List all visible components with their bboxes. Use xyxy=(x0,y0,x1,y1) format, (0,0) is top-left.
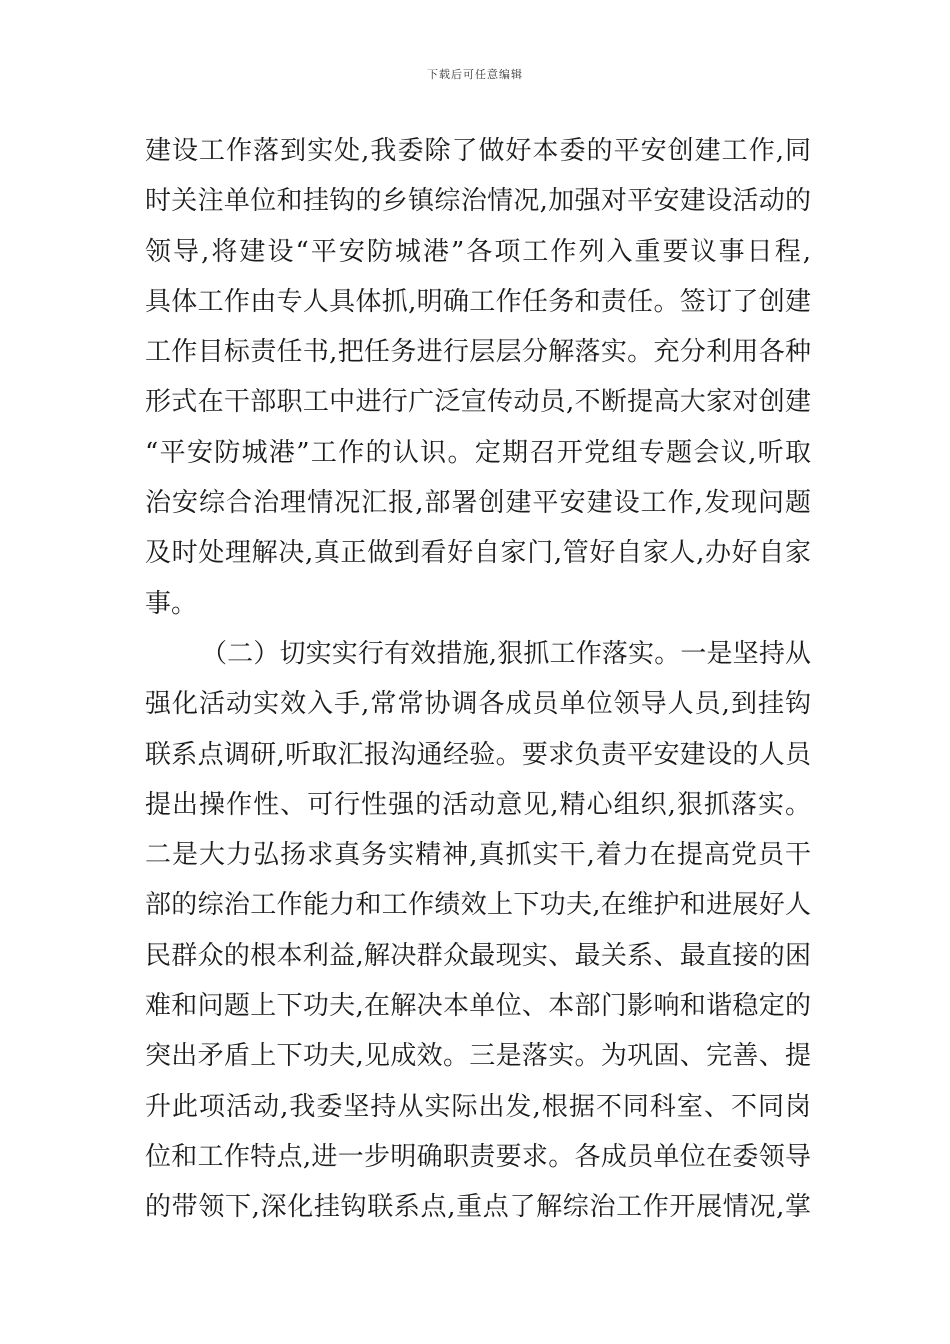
text-line: 具体工作由专人具体抓,明确工作任务和责任。签订了创建 xyxy=(145,286,811,317)
text-line: 事。 xyxy=(145,588,198,619)
text-line: 民群众的根本利益,解决群众最现实、最关系、最直接的困 xyxy=(145,940,811,971)
text-line: 治安综合治理情况汇报,部署创建平安建设工作,发现问题 xyxy=(145,488,811,519)
text-line: 建设工作落到实处,我委除了做好本委的平安创建工作,同 xyxy=(145,136,811,166)
text-line: 形式在干部职工中进行广泛宣传动员,不断提高大家对创建 xyxy=(145,387,811,418)
text-line: 二是大力弘扬求真务实精神,真抓实干,着力在提高党员干 xyxy=(145,840,811,871)
text-line: 强化活动实效入手,常常协调各成员单位领导人员,到挂钩 xyxy=(145,689,811,720)
text-line: 位和工作特点,进一步明确职责要求。各成员单位在委领导 xyxy=(145,1141,811,1172)
text-line: 及时处理解决,真正做到看好自家门,管好自家人,办好自家 xyxy=(145,538,811,569)
page-header: 下载后可任意编辑 xyxy=(427,68,523,81)
document-body xyxy=(145,126,811,1233)
text-line: （二）切实实行有效措施,狠抓工作落实。一是坚持从 xyxy=(201,638,811,669)
text-line: 升此项活动,我委坚持从实际出发,根据不同科室、不同岗 xyxy=(145,1091,811,1122)
text-line: 部的综治工作能力和工作绩效上下功夫,在维护和进展好人 xyxy=(145,890,811,921)
text-line: 工作目标责任书,把任务进行层层分解落实。充分利用各种 xyxy=(145,337,811,368)
text-line: 的带领下,深化挂钩联系点,重点了解综治工作开展情况,掌 xyxy=(145,1192,811,1223)
text-line: “平安防城港”工作的认识。定期召开党组专题会议,听取 xyxy=(145,437,811,468)
text-line: 突出矛盾上下功夫,见成效。三是落实。为巩固、完善、提 xyxy=(145,1041,811,1072)
text-line: 提出操作性、可行性强的活动意见,精心组织,狠抓落实。 xyxy=(145,789,811,820)
text-line: 难和问题上下功夫,在解决本单位、本部门影响和谐稳定的 xyxy=(145,991,811,1022)
text-line: 时关注单位和挂钩的乡镇综治情况,加强对平安建设活动的 xyxy=(145,186,811,217)
text-line: 联系点调研,听取汇报沟通经验。要求负责平安建设的人员 xyxy=(145,739,811,770)
text-line: 领导,将建设“平安防城港”各项工作列入重要议事日程, xyxy=(145,236,811,267)
